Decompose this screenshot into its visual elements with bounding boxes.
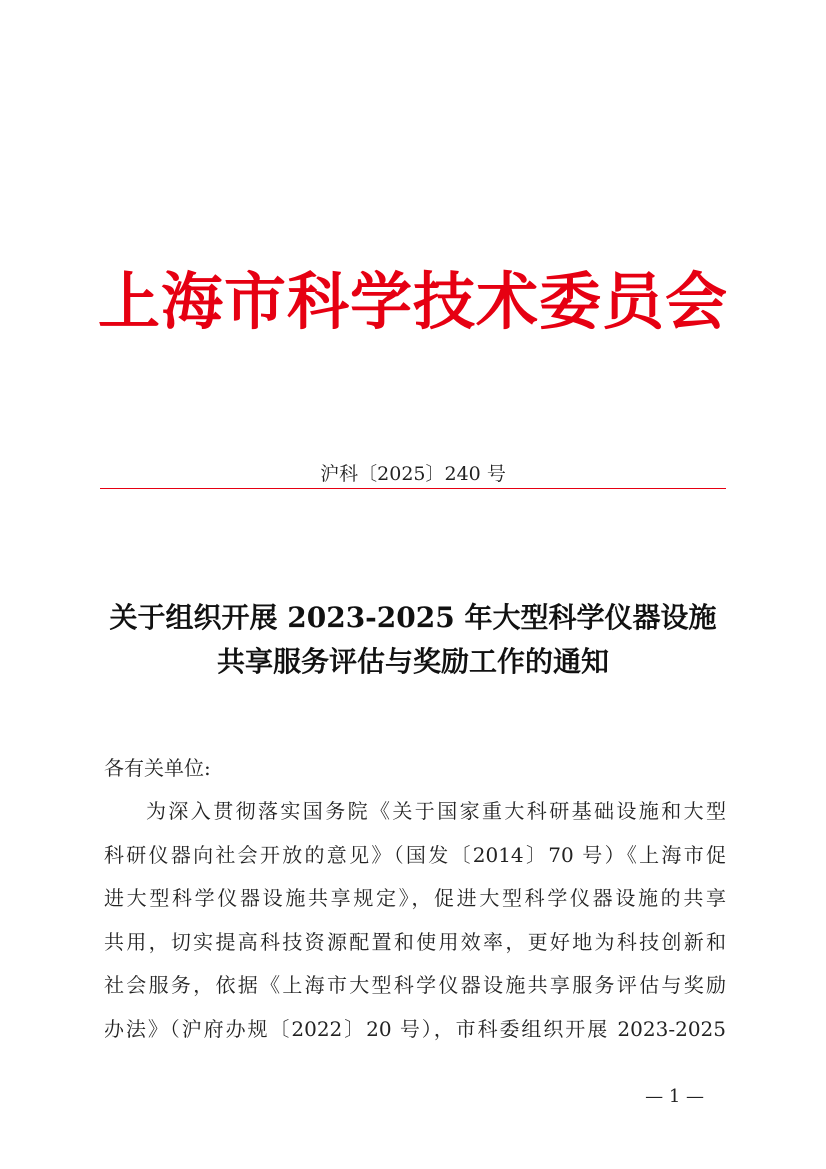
salutation: 各有关单位: — [104, 756, 211, 780]
body-paragraph — [104, 790, 726, 1051]
body-line: 共用，切实提高科技资源配置和使用效率，更好地为科技创新和 — [104, 929, 726, 954]
body-line: 办法》（沪府办规〔2022〕20 号），市科委组织开展 2023-2025 — [104, 1016, 726, 1041]
document-title-line-2: 共享服务评估与奖励工作的通知 — [216, 645, 609, 678]
body-line: 进大型科学仪器设施共享规定》，促进大型科学仪器设施的共享 — [104, 886, 726, 910]
body-line: 为深入贯彻落实国务院《关于国家重大科研基础设施和大型 — [146, 799, 726, 823]
document-title — [60, 596, 766, 684]
document-title-line-1: 关于组织开展 2023-2025 年大型科学仪器设施 — [109, 601, 717, 634]
red-divider-line — [100, 488, 726, 489]
body-line: 科研仪器向社会开放的意见》（国发〔2014〕70 号）《上海市促 — [104, 842, 726, 867]
document-number: 沪科〔2025〕240 号 — [320, 463, 506, 485]
body-line: 社会服务，依据《上海市大型科学仪器设施共享服务评估与奖励 — [104, 973, 726, 997]
issuer-masthead: 上海市科学技术委员会 — [97, 265, 728, 338]
page-number: — 1 — — [645, 1086, 704, 1107]
